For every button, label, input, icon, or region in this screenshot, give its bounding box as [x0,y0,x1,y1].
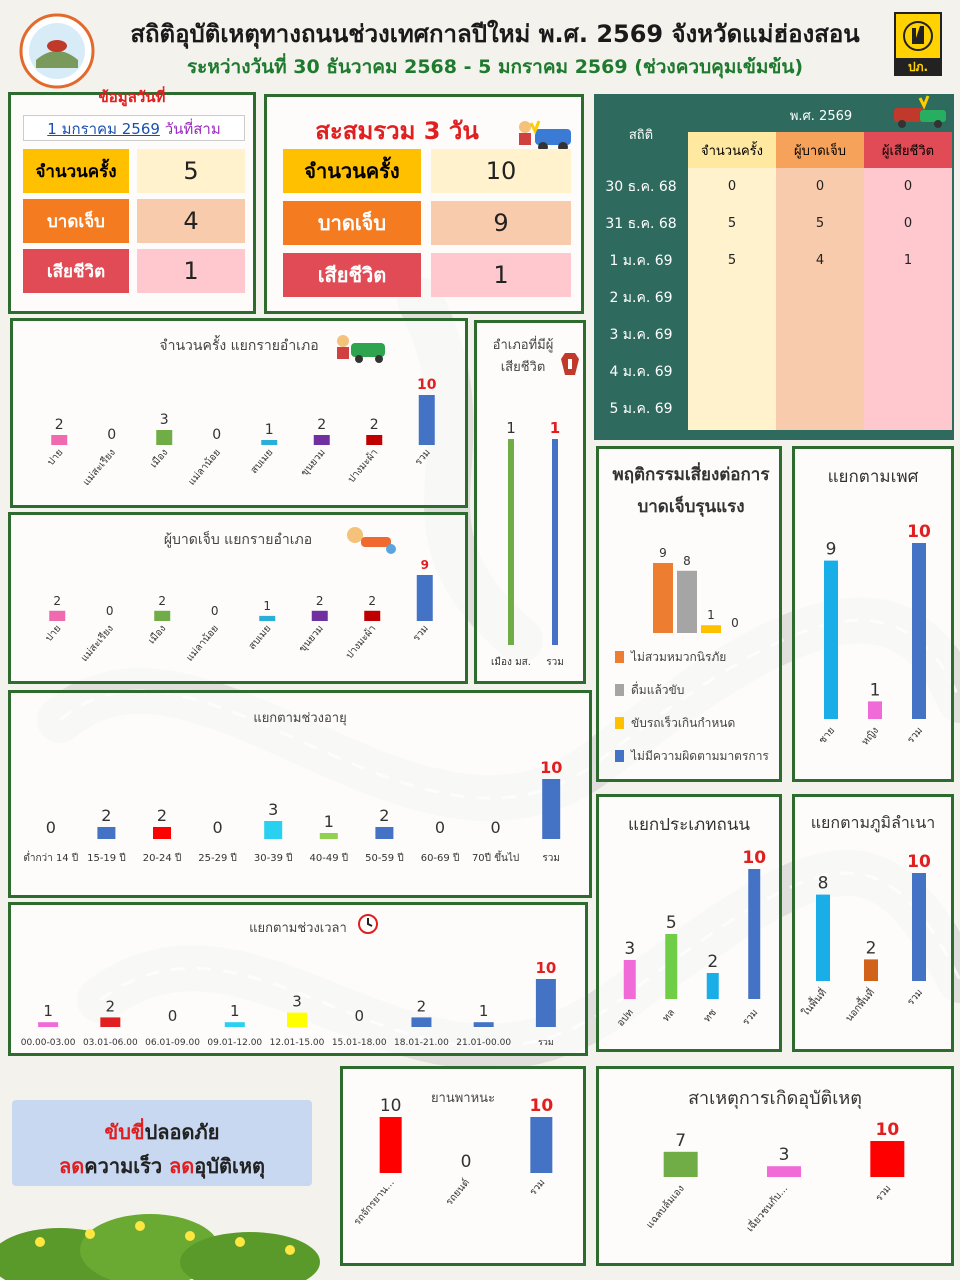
data-label: 2 [865,938,877,959]
tick-label: ขุนยวม [299,447,328,479]
tick-label: สบเมย [246,623,274,653]
cumulative-panel [264,94,584,314]
tick-label: 18.01-21.00 [394,1038,449,1048]
data-label: 1 [264,422,274,438]
data-label: 10 [742,848,767,868]
tick-label: 21.01-00.00 [456,1038,512,1048]
data-label: 9 [420,558,429,572]
bar [156,430,172,445]
table-cell: 5 [815,216,825,231]
tick-label: 20-24 ปี [142,853,182,864]
risk-behavior-panel [596,446,782,782]
bar [536,979,556,1027]
domicile-panel [792,794,954,1052]
cum-count-label: จำนวนครั้ง [283,149,421,193]
tick-label: 70ปี ขึ้นไป [471,853,520,864]
daily-count-label: จำนวนครั้ง [23,149,129,193]
gender-panel [792,446,954,782]
legend-entry: ขับรถเร็วเกินกำหนด [631,716,736,730]
cum-death-label: เสียชีวิต [283,253,421,297]
gender-chart [795,449,951,779]
tick-label: เมือง มส. [491,657,531,668]
bar [912,543,926,719]
data-label: 3 [268,800,279,819]
data-label: 0 [490,818,501,837]
data-label: 1 [478,1002,489,1021]
data-label: 3 [778,1145,790,1166]
data-label: 10 [907,852,931,872]
tick-label: 12.01-15.00 [269,1038,325,1048]
bar [259,616,275,621]
cumulative-heading: สะสมรวม 3 วัน [315,117,479,145]
data-label: 0 [212,427,222,443]
table-row-date: 1 ม.ค. 69 [609,252,673,269]
table-row-date: 2 ม.ค. 69 [609,289,673,306]
bar [530,1117,552,1173]
tick-label: อปท [615,1007,636,1029]
cum-injury-label: บาดเจ็บ [283,201,421,245]
data-label: 0 [105,604,114,618]
tick-label: เมือง [148,447,171,471]
data-label: 3 [292,992,302,1011]
tick-label: รวม [542,853,560,864]
table-row-date: 31 ธ.ค. 68 [605,215,677,232]
table-cell [864,316,952,353]
table-cell: 0 [903,216,913,231]
tick-label: รวม [546,657,564,668]
legend-swatch [615,684,624,696]
daily-count-value: 5 [137,149,245,193]
data-label: 2 [317,417,327,433]
daily-panel [8,88,256,314]
data-label: 0 [460,1152,472,1172]
road-type-title: แยกประเภทถนน [627,815,751,835]
table-col-injury: ผู้บาดเจ็บ [776,132,864,168]
dept-logo-label: ปภ. [896,58,940,76]
tick-label: แม่สะเรียง [79,623,116,665]
tick-label: ต่ำกว่า 14 ปี [23,853,79,864]
tick-label: หญิง [859,725,882,748]
district-count-title: จำนวนครั้ง แยกรายอำเภอ [159,338,319,354]
age-title: แยกตามช่วงอายุ [253,711,347,726]
page-title: สถิติอุบัติเหตุทางถนนช่วงเทศกาลปีใหม่ พ.ศ. 2569 จังหวัดแม่ฮ่องสอน [130,20,860,48]
data-label: 0 [354,1007,364,1025]
bar [701,625,721,633]
legend-swatch [615,717,624,729]
daily-injury-label: บาดเจ็บ [23,199,129,243]
data-label: 10 [875,1120,900,1140]
table-cell [688,353,776,390]
data-label: 3 [159,412,169,428]
data-label: 2 [368,593,377,608]
bar [824,561,838,719]
data-label: 8 [817,873,829,894]
cause-title: สาเหตุการเกิดอุบัติเหตุ [688,1088,862,1109]
tick-label: ทล [660,1007,678,1025]
bar [419,395,435,445]
bar [261,440,277,445]
cum-count-value: 10 [431,149,571,193]
tick-label: 00.00-03.00 [20,1038,76,1048]
data-label: 8 [683,553,691,568]
tick-label: 06.01-09.00 [145,1038,200,1048]
data-label: 10 [417,377,437,393]
table-cell [864,390,952,427]
tick-label: 15-19 ปี [87,853,126,864]
time-title: แยกตามช่วงเวลา [249,921,347,936]
bar [417,575,433,621]
table-year: พ.ศ. 2569 [789,108,853,124]
tick-label: ปางมะผ้า [346,447,381,486]
slogan-word-drive: ขับขี่ [104,1120,145,1144]
bar [542,779,560,839]
bar [366,435,382,445]
gender-title: แยกตามเพศ [827,467,919,487]
data-label: 2 [158,593,167,608]
bar [912,873,926,981]
bar [816,895,830,981]
tick-label: ปางมะผ้า [344,623,379,662]
district-injury-title: ผู้บาดเจ็บ แยกรายอำเภอ [163,532,313,548]
daily-death-label: เสียชีวิต [23,249,129,293]
daily-date-box [23,115,245,141]
bar [552,439,558,645]
data-label: 2 [105,997,116,1016]
bar [225,1022,245,1027]
stats-table [594,94,954,440]
district-count-panel [10,318,468,508]
dept-logo-icon [894,12,942,76]
bar [314,435,330,445]
table-col-death: ผู้เสียชีวิต [864,132,952,168]
data-label: 0 [107,427,117,443]
tick-label: รวม [740,1007,761,1028]
tick-label: ในพื้นที่ [800,987,830,1019]
data-label: 0 [212,818,223,837]
bar [707,973,719,999]
crash-car-icon [513,117,575,153]
slogan-word-reduce2: ลด [169,1154,195,1178]
daily-heading: ข้อมูลวันที่ [98,88,166,106]
bar [312,611,328,621]
data-label: 0 [731,616,739,630]
province-seal-icon [18,12,96,90]
table-row-date: 5 ม.ค. 69 [609,400,673,417]
tick-label: รวม [905,725,926,746]
data-label: 10 [540,758,563,777]
data-label: 2 [416,997,427,1016]
cum-death-value: 1 [431,253,571,297]
tick-label: ทช [701,1007,719,1025]
tick-label: นอกพื้นที่ [843,987,878,1025]
slogan-line1 [12,1116,312,1148]
data-label: 2 [369,417,379,433]
bar [38,1022,58,1027]
table-cell: 1 [903,253,913,268]
bar [375,827,393,839]
tick-label: 25-29 ปี [198,853,237,864]
age-panel [8,690,592,898]
daily-injury-value: 4 [137,199,245,243]
table-cell [688,390,776,427]
bar [153,827,171,839]
tick-label: 60-69 ปี [420,853,460,864]
slogan-word-speed: ความเร็ว [84,1154,170,1178]
tick-label: ขุนยวม [297,623,326,655]
data-label: 10 [529,1096,554,1116]
slogan-word-accident: อุบัติเหตุ [194,1154,265,1178]
data-label: 3 [624,939,636,959]
data-label: 0 [210,604,219,618]
legend-entry: ดื่มแล้วขับ [631,683,685,697]
data-label: 10 [907,522,931,542]
table-cell: 4 [815,253,825,268]
tick-label: 40-49 ปี [309,853,349,864]
table-row-date: 4 ม.ค. 69 [609,363,673,380]
data-label: 1 [549,419,561,437]
data-label: 5 [665,913,677,933]
table-cell: 0 [727,179,737,194]
bar [154,611,170,621]
tick-label: แม่สะเรียง [81,447,118,489]
data-label: 1 [707,608,715,623]
tick-label: รวม [905,987,926,1008]
data-label: 1 [43,1002,53,1021]
data-label: 1 [506,419,516,437]
slogan-line2 [12,1150,312,1182]
bar [508,439,514,645]
slogan-banner [12,1100,312,1186]
data-label: 7 [675,1130,687,1151]
bar [287,1013,307,1027]
data-label: 9 [659,546,667,560]
data-label: 9 [825,539,837,560]
tick-label: ปาย [43,623,64,644]
legend-swatch [615,750,624,762]
data-label: 1 [323,812,334,831]
bar [380,1117,402,1173]
table-cell [776,353,864,390]
table-cell [688,279,776,316]
tick-label: 09.01-12.00 [207,1038,263,1048]
table-cell [864,279,952,316]
tick-label: แม่ลาน้อย [186,447,223,488]
injured-person-icon [341,523,401,557]
bar [411,1017,431,1027]
bar [624,960,636,999]
road-type-panel [596,794,782,1052]
data-label: 2 [101,806,112,825]
bush-decoration-icon [0,1190,330,1280]
tick-label: แฉลบล้มเอง [644,1183,687,1231]
bar [664,1152,698,1177]
bar [665,934,677,999]
daily-day-label: วันที่สาม [164,120,221,138]
daily-death-value: 1 [137,249,245,293]
table-col-count: จำนวนครั้ง [688,132,776,168]
table-corner: สถิติ [628,127,654,143]
tick-label: รวม [527,1177,548,1198]
legend-swatch [615,651,624,663]
table-cell: 5 [727,253,737,268]
tick-label: 15.01-18.00 [331,1038,387,1048]
table-row-date: 3 ม.ค. 69 [609,326,673,343]
bar [767,1166,801,1177]
coffin-icon [559,351,581,377]
slogan-word-safe: ปลอดภัย [144,1120,220,1144]
tick-label: รวม [537,1038,554,1048]
table-cell: 5 [727,216,737,231]
data-label: 1 [230,1002,240,1021]
district-death-panel [474,320,586,684]
data-label: 2 [156,806,168,825]
data-label: 2 [315,593,324,608]
table-cell: 0 [903,179,913,194]
data-label: 10 [379,1096,402,1116]
bar [474,1022,494,1027]
bar [748,869,760,999]
bar [49,611,65,621]
bar [97,827,115,839]
data-label: 1 [263,598,272,613]
data-label: 2 [379,806,390,825]
data-label: 2 [707,952,719,972]
legend-entry: ไม่สวมหมวกนิรภัย [631,650,727,664]
tick-label: สบเมย [248,447,276,477]
tick-label: เฉี่ยวชนกับ... [744,1183,791,1235]
data-label: 0 [434,818,446,837]
tick-label: เมือง [146,623,169,647]
car-crash-icon [890,94,950,132]
bar [677,571,697,633]
bar [364,611,380,621]
data-label: 2 [54,417,64,433]
table-cell [864,353,952,390]
tick-label: 03.01-06.00 [82,1038,138,1048]
page-subtitle: ระหว่างวันที่ 30 ธันวาคม 2568 - 5 มกราคม 2569 (ช่วงควบคุมเข้มข้น) [186,56,804,78]
bar [51,435,67,445]
data-label: 0 [45,818,56,837]
tick-label: 50-59 ปี [365,853,404,864]
bar [100,1017,120,1027]
tick-label: ชาย [816,725,838,747]
table-row-date: 30 ธ.ค. 68 [605,178,677,195]
bar [864,959,878,981]
domicile-title: แยกตามภูมิลำเนา [810,813,936,832]
bar [320,833,338,839]
tick-label: รถจักรยาน... [352,1177,397,1228]
tick-label: รวม [411,623,431,644]
cum-injury-value: 9 [431,201,571,245]
vehicle-title: ยานพาหนะ [430,1091,496,1106]
time-panel [8,902,588,1056]
crash-icon [333,331,389,365]
table-cell [776,279,864,316]
district-death-title: อำเภอที่มีผู้เสียชีวิต [492,338,554,375]
tick-label: แม่ลาน้อย [184,623,221,664]
table-cell: 0 [815,179,825,194]
tick-label: รถยนต์ [444,1177,473,1208]
data-label: 2 [53,593,62,608]
risk-behavior-title: พฤติกรรมเสี่ยงต่อการบาดเจ็บรุนแรง [612,465,770,517]
bar [868,701,882,719]
daily-date: 1 มกราคม 2569 [47,120,160,138]
bar [653,563,673,633]
slogan-word-reduce1: ลด [59,1154,85,1178]
bar [264,821,282,839]
data-label: 10 [535,959,557,977]
table-cell [776,316,864,353]
clock-icon [357,913,379,935]
vehicle-panel [340,1066,586,1266]
table-cell [688,316,776,353]
table-cell [776,390,864,427]
tick-label: 30-39 ปี [253,853,293,864]
data-label: 0 [167,1007,178,1025]
tick-label: รวม [413,447,433,468]
bar [870,1141,904,1177]
tick-label: ปาย [45,447,66,468]
tick-label: รวม [873,1183,894,1204]
data-label: 1 [869,680,881,701]
legend-entry: ไม่มีความผิดตามมาตรการ [631,749,769,763]
district-injury-panel [8,512,468,684]
cause-panel [596,1066,954,1266]
